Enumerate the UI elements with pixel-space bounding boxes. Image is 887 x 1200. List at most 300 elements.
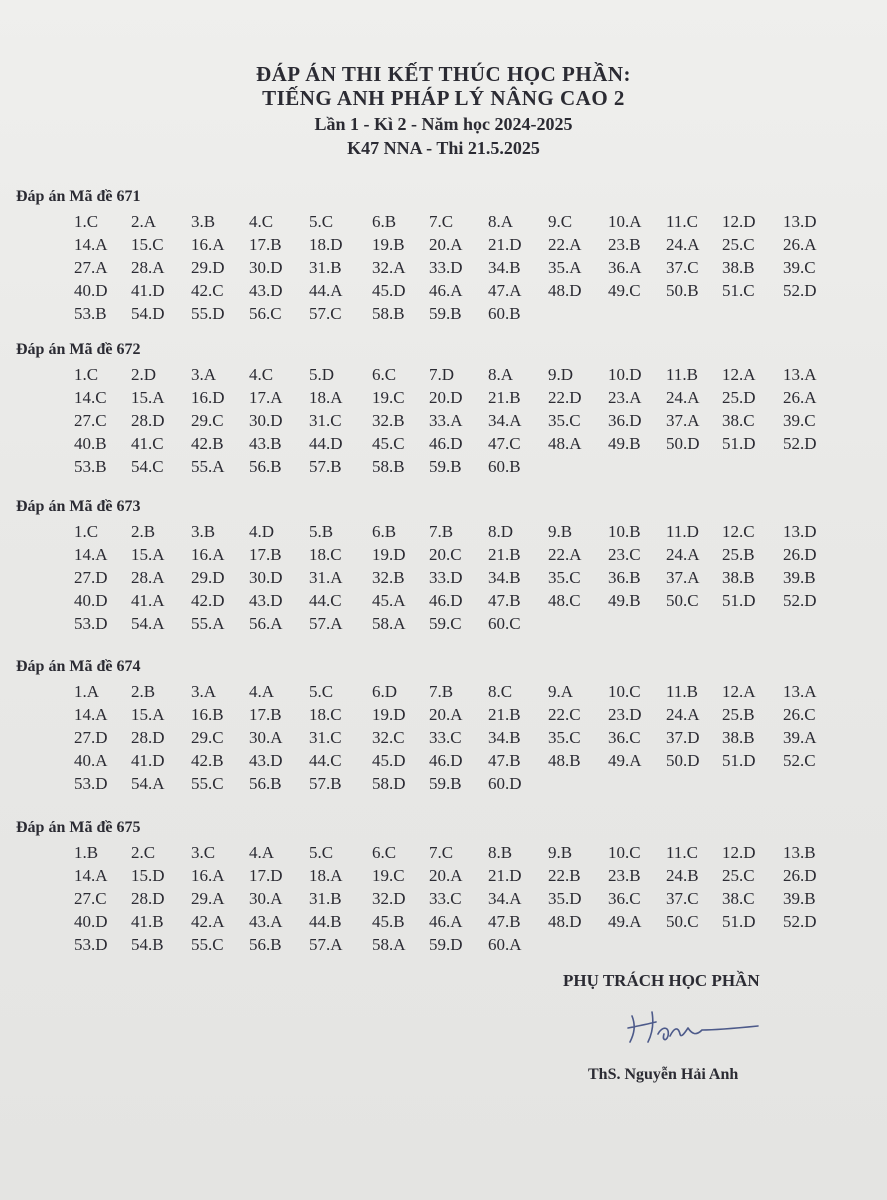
answer-item: 45.A: [372, 591, 406, 610]
answer-item: 27.D: [74, 728, 108, 747]
answer-item: 54.A: [131, 614, 165, 633]
answer-item: 36.A: [608, 258, 642, 277]
answer-item: 41.B: [131, 912, 164, 931]
answer-item: 5.B: [309, 522, 334, 541]
answer-item: 45.D: [372, 281, 406, 300]
section-title: Đáp án Mã đề 675: [16, 819, 141, 836]
answer-item: 51.C: [722, 281, 755, 300]
answer-item: 10.A: [608, 212, 642, 231]
answer-item: 41.D: [131, 281, 165, 300]
answer-item: 53.D: [74, 935, 108, 954]
answer-item: 31.B: [309, 889, 342, 908]
answer-item: 7.B: [429, 682, 454, 701]
answer-item: 46.A: [429, 912, 463, 931]
answer-item: 50.D: [666, 751, 700, 770]
answer-item: 44.A: [309, 281, 343, 300]
answer-item: 32.A: [372, 258, 406, 277]
answer-item: 4.D: [249, 522, 275, 541]
answer-item: 12.D: [722, 212, 756, 231]
answer-item: 29.C: [191, 728, 224, 747]
answer-item: 51.D: [722, 912, 756, 931]
answer-grid: [74, 210, 833, 325]
answer-item: 43.B: [249, 434, 282, 453]
answer-item: 26.A: [783, 235, 817, 254]
answer-item: 44.D: [309, 434, 343, 453]
answer-item: 37.A: [666, 568, 700, 587]
answer-item: 10.C: [608, 843, 641, 862]
answer-item: 17.B: [249, 545, 282, 564]
answer-item: 60.A: [488, 935, 522, 954]
answer-item: 52.C: [783, 751, 816, 770]
answer-item: 49.B: [608, 434, 641, 453]
answer-item: 4.C: [249, 212, 274, 231]
answer-item: 50.C: [666, 591, 699, 610]
answer-item: 16.A: [191, 866, 225, 885]
answer-item: 55.A: [191, 457, 225, 476]
answer-item: 38.B: [722, 258, 755, 277]
answer-item: 2.C: [131, 843, 156, 862]
answer-item: 30.A: [249, 728, 283, 747]
answer-item: 36.C: [608, 889, 641, 908]
answer-item: 32.B: [372, 568, 405, 587]
answer-item: 25.C: [722, 235, 755, 254]
answer-item: 17.D: [249, 866, 283, 885]
answer-item: 14.A: [74, 705, 108, 724]
answer-item: 3.A: [191, 682, 217, 701]
answer-item: 42.A: [191, 912, 225, 931]
answer-item: 54.D: [131, 304, 165, 323]
answer-item: 53.B: [74, 457, 107, 476]
answer-item: 33.D: [429, 568, 463, 587]
answer-item: 29.C: [191, 411, 224, 430]
answer-item: 10.D: [608, 365, 642, 384]
answer-item: 44.B: [309, 912, 342, 931]
answer-item: 51.D: [722, 434, 756, 453]
answer-item: 36.C: [608, 728, 641, 747]
answer-item: 22.A: [548, 545, 582, 564]
answer-item: 11.C: [666, 843, 698, 862]
answer-item: 49.A: [608, 912, 642, 931]
answer-item: 9.B: [548, 522, 573, 541]
answer-item: 38.C: [722, 889, 755, 908]
answer-item: 26.D: [783, 545, 817, 564]
answer-item: 50.B: [666, 281, 699, 300]
answer-item: 8.C: [488, 682, 513, 701]
answer-item: 12.A: [722, 365, 756, 384]
answer-item: 49.B: [608, 591, 641, 610]
answer-item: 22.B: [548, 866, 581, 885]
answer-grid: [74, 680, 833, 795]
answer-item: 15.A: [131, 388, 165, 407]
answer-item: 36.D: [608, 411, 642, 430]
answer-item: 29.D: [191, 568, 225, 587]
answer-item: 30.D: [249, 568, 283, 587]
answer-item: 35.C: [548, 568, 581, 587]
answer-item: 52.D: [783, 281, 817, 300]
answer-item: 15.A: [131, 545, 165, 564]
answer-item: 32.B: [372, 411, 405, 430]
answer-item: 43.D: [249, 281, 283, 300]
answer-item: 40.D: [74, 281, 108, 300]
answer-item: 5.C: [309, 682, 334, 701]
answer-item: 18.A: [309, 388, 343, 407]
answer-item: 8.D: [488, 522, 514, 541]
signer-name: ThS. Nguyễn Hải Anh: [588, 1066, 739, 1083]
answer-item: 18.C: [309, 545, 342, 564]
answer-item: 27.C: [74, 411, 107, 430]
answer-item: 18.C: [309, 705, 342, 724]
answer-item: 1.C: [74, 212, 99, 231]
answer-item: 57.B: [309, 457, 342, 476]
answer-item: 27.A: [74, 258, 108, 277]
answer-item: 32.D: [372, 889, 406, 908]
answer-item: 55.A: [191, 614, 225, 633]
header-title-line1: ĐÁP ÁN THI KẾT THÚC HỌC PHẦN:: [255, 62, 632, 86]
answer-item: 57.C: [309, 304, 342, 323]
answer-item: 45.C: [372, 434, 405, 453]
answer-item: 37.D: [666, 728, 700, 747]
answer-item: 11.C: [666, 212, 698, 231]
answer-item: 55.C: [191, 774, 224, 793]
answer-item: 58.A: [372, 614, 406, 633]
answer-item: 48.B: [548, 751, 581, 770]
answer-item: 42.D: [191, 591, 225, 610]
answer-item: 39.B: [783, 889, 816, 908]
answer-item: 35.C: [548, 728, 581, 747]
section-title: Đáp án Mã đề 672: [16, 341, 141, 358]
answer-item: 40.A: [74, 751, 108, 770]
answer-item: 46.D: [429, 751, 463, 770]
section-title: Đáp án Mã đề 674: [16, 658, 141, 675]
answer-item: 31.A: [309, 568, 343, 587]
answer-item: 57.A: [309, 614, 343, 633]
answer-item: 19.C: [372, 866, 405, 885]
answer-item: 20.A: [429, 866, 463, 885]
answer-item: 25.D: [722, 388, 756, 407]
answer-item: 34.A: [488, 889, 522, 908]
answer-item: 48.A: [548, 434, 582, 453]
answer-item: 40.B: [74, 434, 107, 453]
answer-item: 21.D: [488, 866, 522, 885]
answer-item: 2.B: [131, 682, 156, 701]
answer-item: 9.B: [548, 843, 573, 862]
answer-item: 22.D: [548, 388, 582, 407]
answer-item: 24.B: [666, 866, 699, 885]
answer-item: 59.B: [429, 774, 462, 793]
answer-item: 33.D: [429, 258, 463, 277]
answer-item: 10.B: [608, 522, 641, 541]
answer-item: 28.A: [131, 258, 165, 277]
answer-item: 5.D: [309, 365, 335, 384]
answer-item: 21.B: [488, 545, 521, 564]
answer-item: 49.C: [608, 281, 641, 300]
answer-item: 48.D: [548, 912, 582, 931]
answer-item: 13.A: [783, 365, 817, 384]
header-exam-date: K47 NNA - Thi 21.5.2025: [347, 138, 540, 158]
handwritten-signature: [618, 1004, 768, 1054]
answer-item: 24.A: [666, 705, 700, 724]
answer-item: 35.D: [548, 889, 582, 908]
answer-item: 43.D: [249, 751, 283, 770]
answer-item: 14.A: [74, 235, 108, 254]
answer-item: 37.A: [666, 411, 700, 430]
answer-item: 56.B: [249, 774, 282, 793]
answer-item: 23.B: [608, 235, 641, 254]
answer-item: 20.D: [429, 388, 463, 407]
answer-item: 60.B: [488, 457, 521, 476]
answer-item: 12.A: [722, 682, 756, 701]
answer-item: 23.B: [608, 866, 641, 885]
answer-item: 52.D: [783, 591, 817, 610]
answer-item: 1.A: [74, 682, 100, 701]
answer-item: 36.B: [608, 568, 641, 587]
answer-item: 19.C: [372, 388, 405, 407]
answer-item: 34.B: [488, 728, 521, 747]
answer-item: 46.D: [429, 591, 463, 610]
answer-item: 56.A: [249, 614, 283, 633]
answer-item: 53.B: [74, 304, 107, 323]
answer-item: 5.C: [309, 843, 334, 862]
answer-item: 28.A: [131, 568, 165, 587]
answer-item: 1.C: [74, 522, 99, 541]
answer-item: 20.A: [429, 235, 463, 254]
answer-item: 54.C: [131, 457, 164, 476]
answer-item: 39.C: [783, 411, 816, 430]
answer-item: 48.D: [548, 281, 582, 300]
answer-item: 14.A: [74, 545, 108, 564]
answer-item: 11.B: [666, 365, 698, 384]
answer-item: 37.C: [666, 889, 699, 908]
answer-item: 22.C: [548, 705, 581, 724]
answer-item: 43.A: [249, 912, 283, 931]
answer-item: 42.B: [191, 434, 224, 453]
answer-item: 19.D: [372, 705, 406, 724]
section-title: Đáp án Mã đề 671: [16, 188, 141, 205]
answer-item: 57.A: [309, 935, 343, 954]
answer-item: 6.C: [372, 365, 397, 384]
answer-item: 6.B: [372, 522, 397, 541]
answer-item: 28.D: [131, 411, 165, 430]
answer-item: 7.C: [429, 212, 454, 231]
answer-item: 26.D: [783, 866, 817, 885]
answer-item: 58.A: [372, 935, 406, 954]
answer-item: 45.D: [372, 751, 406, 770]
answer-item: 39.B: [783, 568, 816, 587]
answer-item: 35.A: [548, 258, 582, 277]
answer-item: 11.D: [666, 522, 699, 541]
answer-item: 25.B: [722, 705, 755, 724]
answer-item: 8.A: [488, 212, 514, 231]
answer-item: 42.B: [191, 751, 224, 770]
answer-item: 3.A: [191, 365, 217, 384]
answer-item: 41.A: [131, 591, 165, 610]
answer-item: 9.D: [548, 365, 574, 384]
answer-item: 56.B: [249, 935, 282, 954]
answer-item: 24.A: [666, 235, 700, 254]
answer-item: 59.C: [429, 614, 462, 633]
answer-item: 1.B: [74, 843, 99, 862]
answer-item: 7.C: [429, 843, 454, 862]
answer-item: 5.C: [309, 212, 334, 231]
answer-item: 38.B: [722, 728, 755, 747]
answer-item: 31.C: [309, 728, 342, 747]
document-header: [0, 62, 887, 160]
answer-item: 21.B: [488, 388, 521, 407]
answer-item: 20.A: [429, 705, 463, 724]
answer-item: 13.A: [783, 682, 817, 701]
answer-item: 28.D: [131, 728, 165, 747]
answer-item: 6.B: [372, 212, 397, 231]
answer-item: 52.D: [783, 434, 817, 453]
answer-item: 41.C: [131, 434, 164, 453]
answer-item: 8.A: [488, 365, 514, 384]
answer-item: 10.C: [608, 682, 641, 701]
answer-item: 13.D: [783, 522, 817, 541]
answer-item: 38.B: [722, 568, 755, 587]
signature-title: PHỤ TRÁCH HỌC PHẦN: [563, 971, 760, 990]
answer-item: 47.B: [488, 912, 521, 931]
answer-item: 22.A: [548, 235, 582, 254]
answer-item: 39.C: [783, 258, 816, 277]
answer-item: 6.D: [372, 682, 398, 701]
answer-item: 23.D: [608, 705, 642, 724]
answer-item: 52.D: [783, 912, 817, 931]
answer-item: 60.C: [488, 614, 521, 633]
answer-item: 42.C: [191, 281, 224, 300]
answer-item: 4.C: [249, 365, 274, 384]
answer-item: 2.D: [131, 365, 157, 384]
answer-item: 24.A: [666, 388, 700, 407]
answer-item: 3.B: [191, 522, 216, 541]
answer-item: 12.C: [722, 522, 755, 541]
answer-item: 3.B: [191, 212, 216, 231]
answer-item: 8.B: [488, 843, 513, 862]
answer-item: 15.C: [131, 235, 164, 254]
answer-item: 41.D: [131, 751, 165, 770]
answer-item: 20.C: [429, 545, 462, 564]
answer-item: 59.B: [429, 304, 462, 323]
answer-item: 11.B: [666, 682, 698, 701]
answer-item: 9.A: [548, 682, 574, 701]
answer-item: 25.C: [722, 866, 755, 885]
answer-grid: [74, 520, 833, 635]
answer-item: 60.D: [488, 774, 522, 793]
answer-item: 53.D: [74, 614, 108, 633]
answer-item: 13.D: [783, 212, 817, 231]
answer-item: 47.C: [488, 434, 521, 453]
answer-item: 45.B: [372, 912, 405, 931]
answer-item: 47.B: [488, 751, 521, 770]
answer-item: 35.C: [548, 411, 581, 430]
answer-item: 16.A: [191, 235, 225, 254]
answer-item: 49.A: [608, 751, 642, 770]
answer-item: 21.D: [488, 235, 522, 254]
answer-item: 50.D: [666, 434, 700, 453]
answer-item: 57.B: [309, 774, 342, 793]
answer-item: 2.A: [131, 212, 157, 231]
answer-item: 54.B: [131, 935, 164, 954]
answer-item: 56.B: [249, 457, 282, 476]
answer-item: 53.D: [74, 774, 108, 793]
answer-item: 34.A: [488, 411, 522, 430]
answer-item: 27.D: [74, 568, 108, 587]
section-title: Đáp án Mã đề 673: [16, 498, 141, 515]
answer-item: 44.C: [309, 591, 342, 610]
answer-item: 23.A: [608, 388, 642, 407]
header-exam-info: Lần 1 - Kì 2 - Năm học 2024-2025: [314, 114, 573, 134]
answer-grid: [74, 363, 833, 478]
answer-item: 55.C: [191, 935, 224, 954]
answer-item: 17.B: [249, 235, 282, 254]
answer-item: 29.A: [191, 889, 225, 908]
answer-item: 17.B: [249, 705, 282, 724]
answer-item: 28.D: [131, 889, 165, 908]
answer-item: 25.B: [722, 545, 755, 564]
answer-item: 24.A: [666, 545, 700, 564]
answer-item: 40.D: [74, 912, 108, 931]
answer-item: 18.A: [309, 866, 343, 885]
answer-item: 51.D: [722, 591, 756, 610]
answer-item: 46.A: [429, 281, 463, 300]
answer-item: 30.D: [249, 411, 283, 430]
answer-item: 60.B: [488, 304, 521, 323]
answer-item: 58.B: [372, 304, 405, 323]
answer-item: 33.C: [429, 728, 462, 747]
answer-item: 4.A: [249, 843, 275, 862]
answer-item: 30.A: [249, 889, 283, 908]
answer-item: 59.D: [429, 935, 463, 954]
answer-item: 14.C: [74, 388, 107, 407]
answer-item: 46.D: [429, 434, 463, 453]
answer-item: 21.B: [488, 705, 521, 724]
answer-item: 58.B: [372, 457, 405, 476]
answer-item: 34.B: [488, 258, 521, 277]
answer-item: 4.A: [249, 682, 275, 701]
answer-item: 16.A: [191, 545, 225, 564]
answer-item: 44.C: [309, 751, 342, 770]
header-title-line2: TIẾNG ANH PHÁP LÝ NÂNG CAO 2: [262, 86, 625, 110]
answer-item: 13.B: [783, 843, 816, 862]
answer-item: 51.D: [722, 751, 756, 770]
answer-item: 38.C: [722, 411, 755, 430]
answer-item: 39.A: [783, 728, 817, 747]
answer-item: 12.D: [722, 843, 756, 862]
answer-item: 15.D: [131, 866, 165, 885]
answer-item: 7.B: [429, 522, 454, 541]
answer-item: 31.C: [309, 411, 342, 430]
answer-item: 32.C: [372, 728, 405, 747]
answer-item: 55.D: [191, 304, 225, 323]
answer-item: 34.B: [488, 568, 521, 587]
answer-item: 33.A: [429, 411, 463, 430]
answer-item: 3.C: [191, 843, 216, 862]
answer-item: 19.D: [372, 545, 406, 564]
answer-item: 48.C: [548, 591, 581, 610]
answer-item: 29.D: [191, 258, 225, 277]
answer-item: 31.B: [309, 258, 342, 277]
answer-item: 26.C: [783, 705, 816, 724]
answer-item: 23.C: [608, 545, 641, 564]
answer-item: 30.D: [249, 258, 283, 277]
answer-item: 2.B: [131, 522, 156, 541]
answer-item: 15.A: [131, 705, 165, 724]
answer-item: 19.B: [372, 235, 405, 254]
answer-item: 47.B: [488, 591, 521, 610]
answer-item: 59.B: [429, 457, 462, 476]
answer-item: 16.D: [191, 388, 225, 407]
answer-item: 6.C: [372, 843, 397, 862]
answer-item: 58.D: [372, 774, 406, 793]
